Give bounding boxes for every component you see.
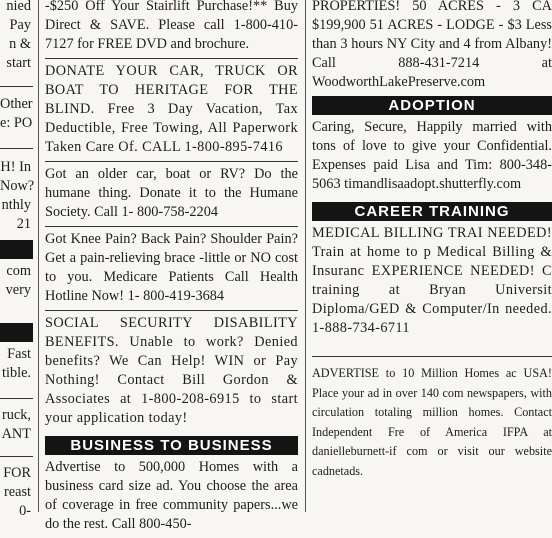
left-fragment-block-3 — [0, 158, 33, 234]
social-security-ad: SOCIAL SECURITY DISABILITY BENEFITS. Unable to work? Denied benefits? We Can Help! WIN or Pay Nothing! Contact Bill Gordon & Associates at 1-800-208-6915 to start your application today! — [45, 315, 298, 426]
left-heading-bar — [0, 323, 33, 342]
left-fragment: nthly — [1, 197, 31, 213]
medical-billing-ad: MEDICAL BILLING TRAI NEEDED! Train at home to p Medical Billing & Insuranc EXPERIENCE NEEDED! C training at Bryan Universit Diploma/GED & Computer/In needed. 1-888-734-6711 — [312, 225, 552, 336]
right-column — [312, 0, 552, 512]
left-fragment-block-7 — [0, 464, 33, 521]
left-fragment: start — [6, 55, 31, 71]
middle-column — [45, 0, 298, 532]
left-divider — [0, 148, 33, 149]
business-card-ad: Advertise to 500,000 Homes with a business card size ad. You choose the area of coverage in free community papers...we do the rest. Call 800-450- — [45, 459, 298, 532]
ad-divider — [312, 356, 552, 357]
humane-society-ad: Got an older car, boat or RV? Do the humane thing. Donate it to the Humane Society. Call 1- 800-758-2204 — [45, 166, 298, 220]
ad-divider — [45, 161, 298, 162]
left-fragment-block-6 — [0, 406, 33, 444]
left-divider — [0, 398, 33, 399]
left-fragment: very — [5, 282, 31, 298]
left-fragment: Pay — [9, 17, 31, 33]
adoption-ad: Caring, Secure, Happily married with tons of love to give your Confidential. Expenses paid Lisa and Tim: 800-348-5063 timandlisaadopt.shutterfly.com — [312, 119, 552, 192]
career-training-heading: CAREER TRAINING — [312, 202, 552, 221]
left-fragment-block-4 — [0, 262, 33, 300]
ad-divider — [45, 226, 298, 227]
left-fragment-block-2 — [0, 95, 33, 133]
left-fragment: H! In — [0, 159, 31, 175]
ad-divider — [45, 58, 298, 59]
left-fragment: n & — [9, 36, 31, 52]
left-column — [0, 0, 35, 519]
property-ad: PROPERTIES! 50 ACRES - 3 CA $199,900 51 ACRES - LODGE - $3 Less than 3 hours NY City and 4 from Albany! Call 888-431-7214 at WoodworthLakePreserve.com — [312, 0, 552, 90]
spacer — [312, 342, 552, 356]
left-fragment: Other — [0, 96, 33, 112]
donate-car-ad: DONATE YOUR CAR, TRUCK OR BOAT TO HERITAGE FOR THE BLIND. Free 3 Day Vacation, Tax Deductible, Free Towing, All Paperwork Taken Care Of. CALL 1-800-895-7416 — [45, 63, 298, 155]
advertise-ad: ADVERTISE to 10 Million Homes ac USA! Place your ad in over 140 com newspapers, with circulation totaling million homes. Contact Independent Fre of America IFPA at danielleburnett-if com or visit our website cadnetads. — [312, 366, 552, 478]
left-heading-bar — [0, 240, 33, 259]
business-to-business-heading: BUSINESS TO BUSINESS — [45, 436, 298, 455]
left-fragment-block-1 — [0, 0, 33, 73]
left-fragment-block-5 — [0, 345, 33, 383]
left-fragment: e: PO — [0, 115, 33, 131]
left-fragment: 21 — [16, 216, 31, 232]
left-fragment: Now? — [0, 178, 35, 194]
left-fragment: Fast — [7, 346, 31, 362]
stairlift-ad: -$250 Off Your Stairlift Purchase!** Buy Direct & SAVE. Please call 1-800-410-7127 for FREE DVD and brochure. — [45, 0, 298, 52]
column-divider — [305, 0, 306, 512]
left-divider — [0, 86, 33, 87]
left-fragment: tible. — [2, 365, 31, 381]
left-fragment: reast — [4, 484, 31, 500]
left-fragment: ruck, — [2, 407, 31, 423]
left-fragment: FOR — [3, 465, 31, 481]
column-divider — [38, 0, 39, 512]
left-fragment: ANT — [1, 426, 31, 442]
adoption-heading: ADOPTION — [312, 96, 552, 115]
ad-divider — [45, 310, 298, 311]
knee-pain-ad: Got Knee Pain? Back Pain? Shoulder Pain? Get a pain-relieving brace -little or NO cost to you. Medicare Patients Call Health Hotline Now! 1- 800-419-3684 — [45, 231, 298, 304]
left-divider — [0, 456, 33, 457]
left-fragment: com — [6, 263, 31, 279]
left-fragment: nied — [6, 0, 31, 14]
left-fragment: 0- — [19, 503, 31, 519]
